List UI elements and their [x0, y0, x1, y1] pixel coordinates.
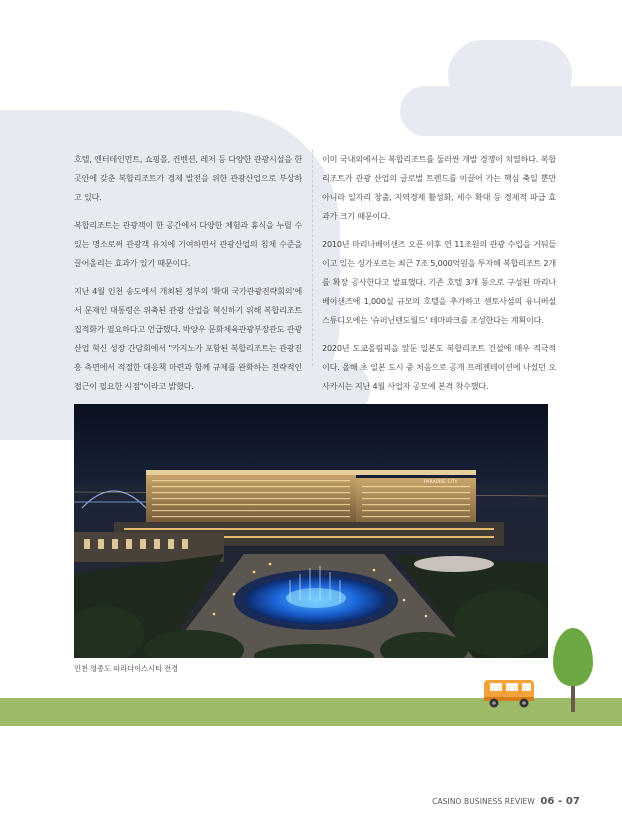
- column-divider: [312, 150, 313, 366]
- left-paragraph-2: 복합리조트는 관광객이 한 공간에서 다양한 체험과 휴식을 누릴 수 있는 명소로써 관광객 유치에 기여하면서 관광산업의 침체 수준을 끌어올리는 효과가 있기 때문이다.: [74, 220, 302, 268]
- left-paragraph-3: 지난 4월 인천 송도에서 개최된 정부의 '확대 국가관광전략회의'에서 문재인 대통령은 위축된 관광 산업을 혁신하기 위해 복합리조트 집적화가 필요하다고 언급했다. 박양우 문화체육관광부장관도 관광산업 혁신 성장 간담회에서 "카지노가 포함된 복합리조트는 관광진흥 측면에서 적절한 대응책 마련과 함께 규제를 완화하는 전략적인 접근이 필요한 시점"이라고 밝혔다.: [74, 286, 302, 391]
- right-text-column: [322, 150, 556, 405]
- background-cloud-right-mid: [400, 86, 622, 136]
- right-paragraph-3: 2020년 도쿄올림픽을 앞둔 일본도 복합리조트 건설에 매우 적극적이다. 올해 초 일본 도시 중 처음으로 공개 프레젠테이션에 나섰던 오사카시는 지난 4월 사업자 공모에 본격 착수했다.: [322, 343, 556, 391]
- magazine-name: CASINO BUSINESS REVIEW: [432, 797, 535, 806]
- photo-caption: 인천 영종도 파라다이스시티 전경: [74, 664, 179, 673]
- resort-night-photo: [74, 404, 548, 658]
- page-footer: [432, 796, 580, 807]
- right-paragraph-2: 2010년 마리나베이샌즈 오픈 이후 연 11조원의 관광 수입을 거둬들이고 있는 싱가포르는 최근 7조 5,000억원을 투자해 복합리조트 2개를 확장 공사한다고 발표했다. 기존 호텔 3개 동으로 구성된 마리나베이샌즈에 1,000실 규모의 호텔을 추가하고 센토사섬의 유니버설 스튜디오에는 '슈퍼닌텐도월드' 테마파크를 조성한다는 계획이다.: [322, 239, 556, 325]
- tree-icon: [553, 628, 593, 686]
- paradise-city-sign: PARADISE CITY: [424, 480, 458, 485]
- page-number: 06 - 07: [540, 796, 580, 807]
- right-paragraph-1: 이미 국내외에서는 복합리조트를 둘러싼 개발 경쟁이 치열하다. 복합리조트가 관광 산업의 글로벌 트렌드를 이끌어 가는 핵심 축일 뿐만 아니라 일자리 창출, 지역경제 활성화, 세수 확대 등 경제적 파급 효과가 크기 때문이다.: [322, 154, 556, 221]
- background-cloud-left-lobe: [0, 230, 60, 430]
- left-paragraph-1: 호텔, 엔터테인먼트, 쇼핑몰, 컨벤션, 레저 등 다양한 관광시설을 한 곳안에 갖춘 복합리조트가 경제 발전을 위한 관광산업으로 부상하고 있다.: [74, 154, 302, 202]
- left-text-column: [74, 150, 302, 405]
- truck-icon: [480, 672, 540, 712]
